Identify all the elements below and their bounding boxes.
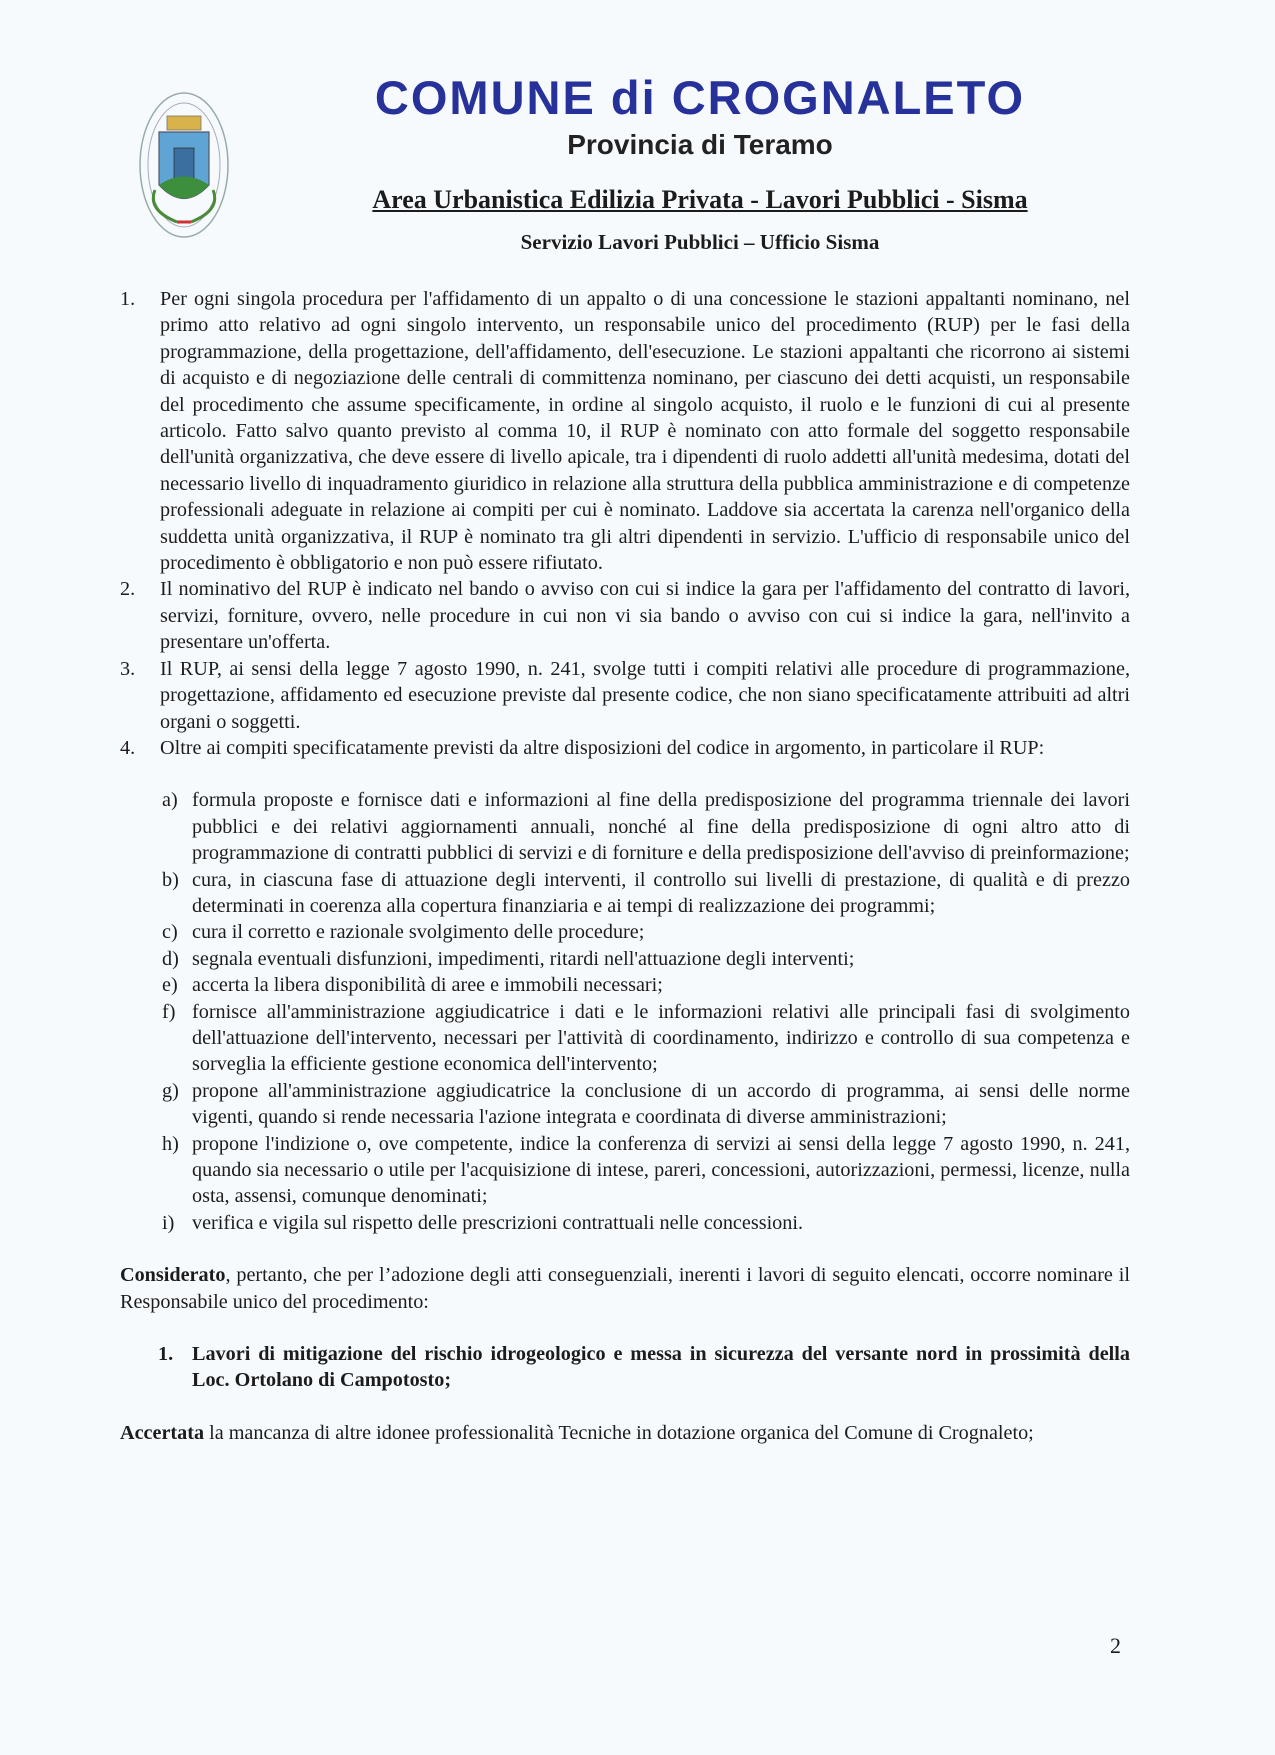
list-item <box>120 735 1130 761</box>
list-number: 1. <box>120 288 136 310</box>
list-letter: e) <box>162 974 178 997</box>
list-letter: f) <box>162 1000 176 1023</box>
list-letter: d) <box>162 947 179 970</box>
list-number: 2. <box>120 578 136 601</box>
considerato-paragraph <box>120 1262 1130 1315</box>
list-letter: g) <box>162 1079 179 1102</box>
list-text: fornisce all'amministrazione aggiudicatrice i dati e le informazioni relativi alle principali fasi di svolgimento dell'attuazione dell'intervento, necessari per l'attività di coordinamento, indirizzo e controllo di sua competenza e sorveglia la efficiente gestione economica dell'intervento; <box>192 1000 1130 1076</box>
service-heading: Servizio Lavori Pubblici – Ufficio Sisma <box>520 230 880 254</box>
municipal-coat-of-arms-icon <box>137 90 232 240</box>
list-text: cura, in ciascuna fase di attuazione degli interventi, il controllo sui livelli di prestazione, di qualità e di prezzo determinati in coerenza alla copertura finanziaria e ai tempi di realizzazione dei programmi; <box>192 868 1130 917</box>
list-text: Oltre ai compiti specificatamente previsti da altre disposizioni del codice in argomento, in particolare il RUP: <box>160 736 1045 759</box>
list-text: verifica e vigila sul rispetto delle prescrizioni contrattuali nelle concessioni. <box>192 1211 804 1234</box>
list-item <box>162 919 1130 945</box>
province-subtitle: Provincia di Teramo <box>567 129 833 160</box>
list-letter: h) <box>162 1132 179 1155</box>
considerato-lead: Considerato <box>120 1264 226 1287</box>
list-text: cura il corretto e razionale svolgimento delle procedure; <box>192 921 645 944</box>
list-text: Il RUP, ai sensi della legge 7 agosto 1990, n. 241, svolge tutti i compiti relativi alle procedure di programmazione, progettazione, affidamento ed esecuzione previste dal presente codice, che non siano specificatamente attribuiti ad altri organi o soggetti. <box>160 657 1130 733</box>
rup-duties-list <box>162 787 1130 1236</box>
list-item <box>120 576 1130 655</box>
list-item <box>162 867 1130 920</box>
list-item <box>162 787 1130 866</box>
list-text: Per ogni singola procedura per l'affidamento di un appalto o di una concessione le stazioni appaltanti nominano, nel primo atto relativo ad ogni singolo intervento, un responsabile unico del procedimento (RUP) per le fasi della programmazione, della progettazione, dell'affidamento, dell'esecuzione. Le stazioni appaltanti che ricorrono ai sistemi di acquisto e di negoziazione delle centrali di committenza nominano, per ciascuno dei detti acquisti, un responsabile del procedimento che assume specificamente, in ordine al singolo acquisto, il ruolo e le funzioni di cui al presente articolo. Fatto salvo quanto previsto al comma 10, il RUP è nominato con atto formale del soggetto responsabile dell'unità organizzativa, che deve essere di livello apicale, tra i dipendenti di ruolo addetti all'unità medesima, dotati del necessario livello di inquadramento giuridico in relazione alla struttura della pubblica amministrazione e di competenze professionali adeguate in relazione ai compiti per cui è nominato. Laddove sia accertata la carenza nell'organico della suddetta unità organizzativa, il RUP è nominato tra gli altri dipendenti in servizio. L'ufficio di responsabile unico del procedimento è obbligatorio e non può essere rifiutato. <box>160 288 1130 575</box>
list-letter: i) <box>162 1211 175 1234</box>
list-item <box>162 999 1130 1078</box>
accertata-text: la mancanza di altre idonee professionalità Tecniche in dotazione organica del Comune di Crognaleto; <box>204 1421 1034 1444</box>
list-text: formula proposte e fornisce dati e informazioni al fine della predisposizione del programma triennale dei lavori pubblici e dei relativi aggiornamenti annuali, nonché al fine della predisposizione di ogni altro atto di programmazione di contratti pubblici di servizi e di forniture e della predisposizione dell'avviso di preinformazione; <box>192 789 1130 865</box>
list-text: segnala eventuali disfunzioni, impedimenti, ritardi nell'attuazione degli interventi; <box>192 947 855 970</box>
list-text: propone l'indizione o, ove competente, indice la conferenza di servizi ai sensi della legge 7 agosto 1990, n. 241, quando sia necessario o utile per l'acquisizione di intese, pareri, concessioni, autorizzazioni, permessi, licenze, nulla osta, assensi, comunque denominati; <box>192 1132 1130 1208</box>
list-number: 3. <box>120 657 136 680</box>
list-text: accerta la libera disponibilità di aree e immobili necessari; <box>192 974 663 997</box>
list-item <box>162 972 1130 998</box>
list-letter: b) <box>162 868 179 891</box>
list-text: Il nominativo del RUP è indicato nel bando o avviso con cui si indice la gara per l'affidamento del contratto di lavori, servizi, forniture, ovvero, nelle procedure in cui non vi sia bando o avviso con cui si indice la gara, nell'invito a presentare un'offerta. <box>160 578 1130 654</box>
list-item <box>162 946 1130 972</box>
list-item <box>162 1210 1130 1236</box>
considerato-text: , pertanto, che per l’adozione degli atti conseguenziali, inerenti i lavori di seguito elencati, occorre nominare il Responsabile unico del procedimento: <box>120 1264 1130 1313</box>
page-title: COMUNE di CROGNALETO <box>374 71 1026 124</box>
accertata-paragraph <box>120 1420 1130 1446</box>
list-number: 4. <box>120 736 136 759</box>
list-item <box>162 1078 1130 1131</box>
document-body <box>120 286 1130 1446</box>
accertata-lead: Accertata <box>120 1421 205 1444</box>
list-letter: c) <box>162 921 178 944</box>
list-text: propone all'amministrazione aggiudicatrice la conclusione di un accordo di programma, ai sensi delle norme vigenti, quando si rende necessaria l'azione integrata e coordinata di diverse amministrazioni; <box>192 1079 1130 1129</box>
list-item <box>120 286 1130 576</box>
list-item <box>162 1131 1130 1210</box>
works-item <box>158 1341 1130 1394</box>
list-letter: a) <box>162 789 178 812</box>
works-text: Lavori di mitigazione del rischio idrogeologico e messa in sicurezza del versante nord in prossimità della Loc. Ortolano di Campotosto; <box>192 1343 1130 1392</box>
list-item <box>120 656 1130 735</box>
works-number: 1. <box>158 1343 174 1366</box>
area-heading: Area Urbanistica Edilizia Privata - Lavori Pubblici - Sisma <box>372 185 1028 214</box>
page-number: 2 <box>1110 1633 1121 1658</box>
